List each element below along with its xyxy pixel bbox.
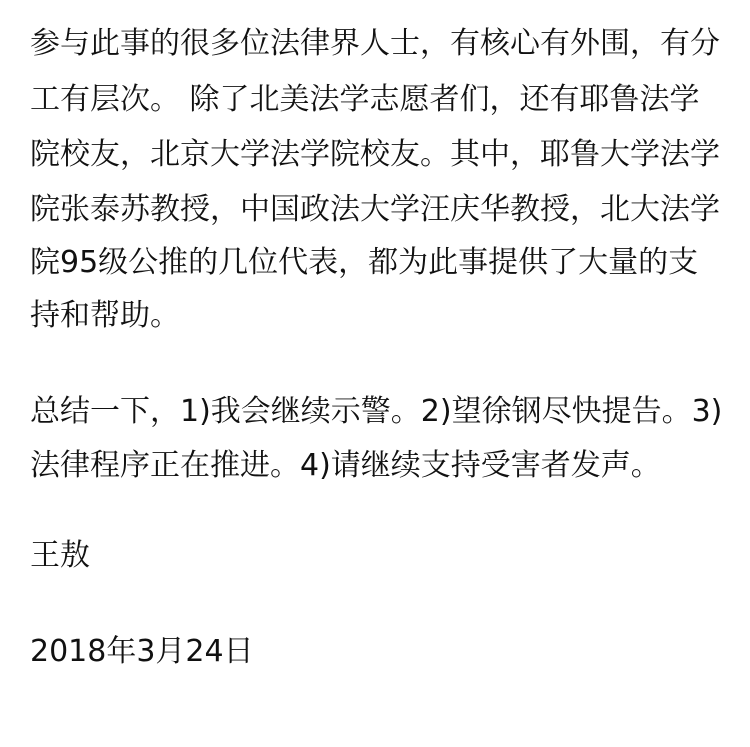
paragraph-1-line-6: 持和帮助。 bbox=[30, 298, 180, 333]
paragraph-1-line-2: 工有层次。 除了北美法学志愿者们，还有耶鲁法学 bbox=[30, 82, 700, 117]
paragraph-2-line-1: 总结一下，1)我会继续示警。2)望徐钢尽快提告。3) bbox=[30, 394, 723, 429]
paragraph-1-line-5: 院95级公推的几位代表，都为此事提供了大量的支 bbox=[30, 245, 699, 280]
signature: 王敖 bbox=[30, 538, 90, 573]
paragraph-1-line-3: 院校友，北京大学法学院校友。其中，耶鲁大学法学 bbox=[30, 137, 720, 172]
paragraph-1-line-4: 院张泰苏教授，中国政法大学汪庆华教授，北大法学 bbox=[30, 192, 720, 227]
paragraph-2-line-2: 法律程序正在推进。4)请继续支持受害者发声。 bbox=[30, 448, 661, 483]
paragraph-1-line-1: 参与此事的很多位法律界人士，有核心有外围，有分 bbox=[30, 26, 720, 61]
date: 2018年3月24日 bbox=[30, 634, 254, 669]
